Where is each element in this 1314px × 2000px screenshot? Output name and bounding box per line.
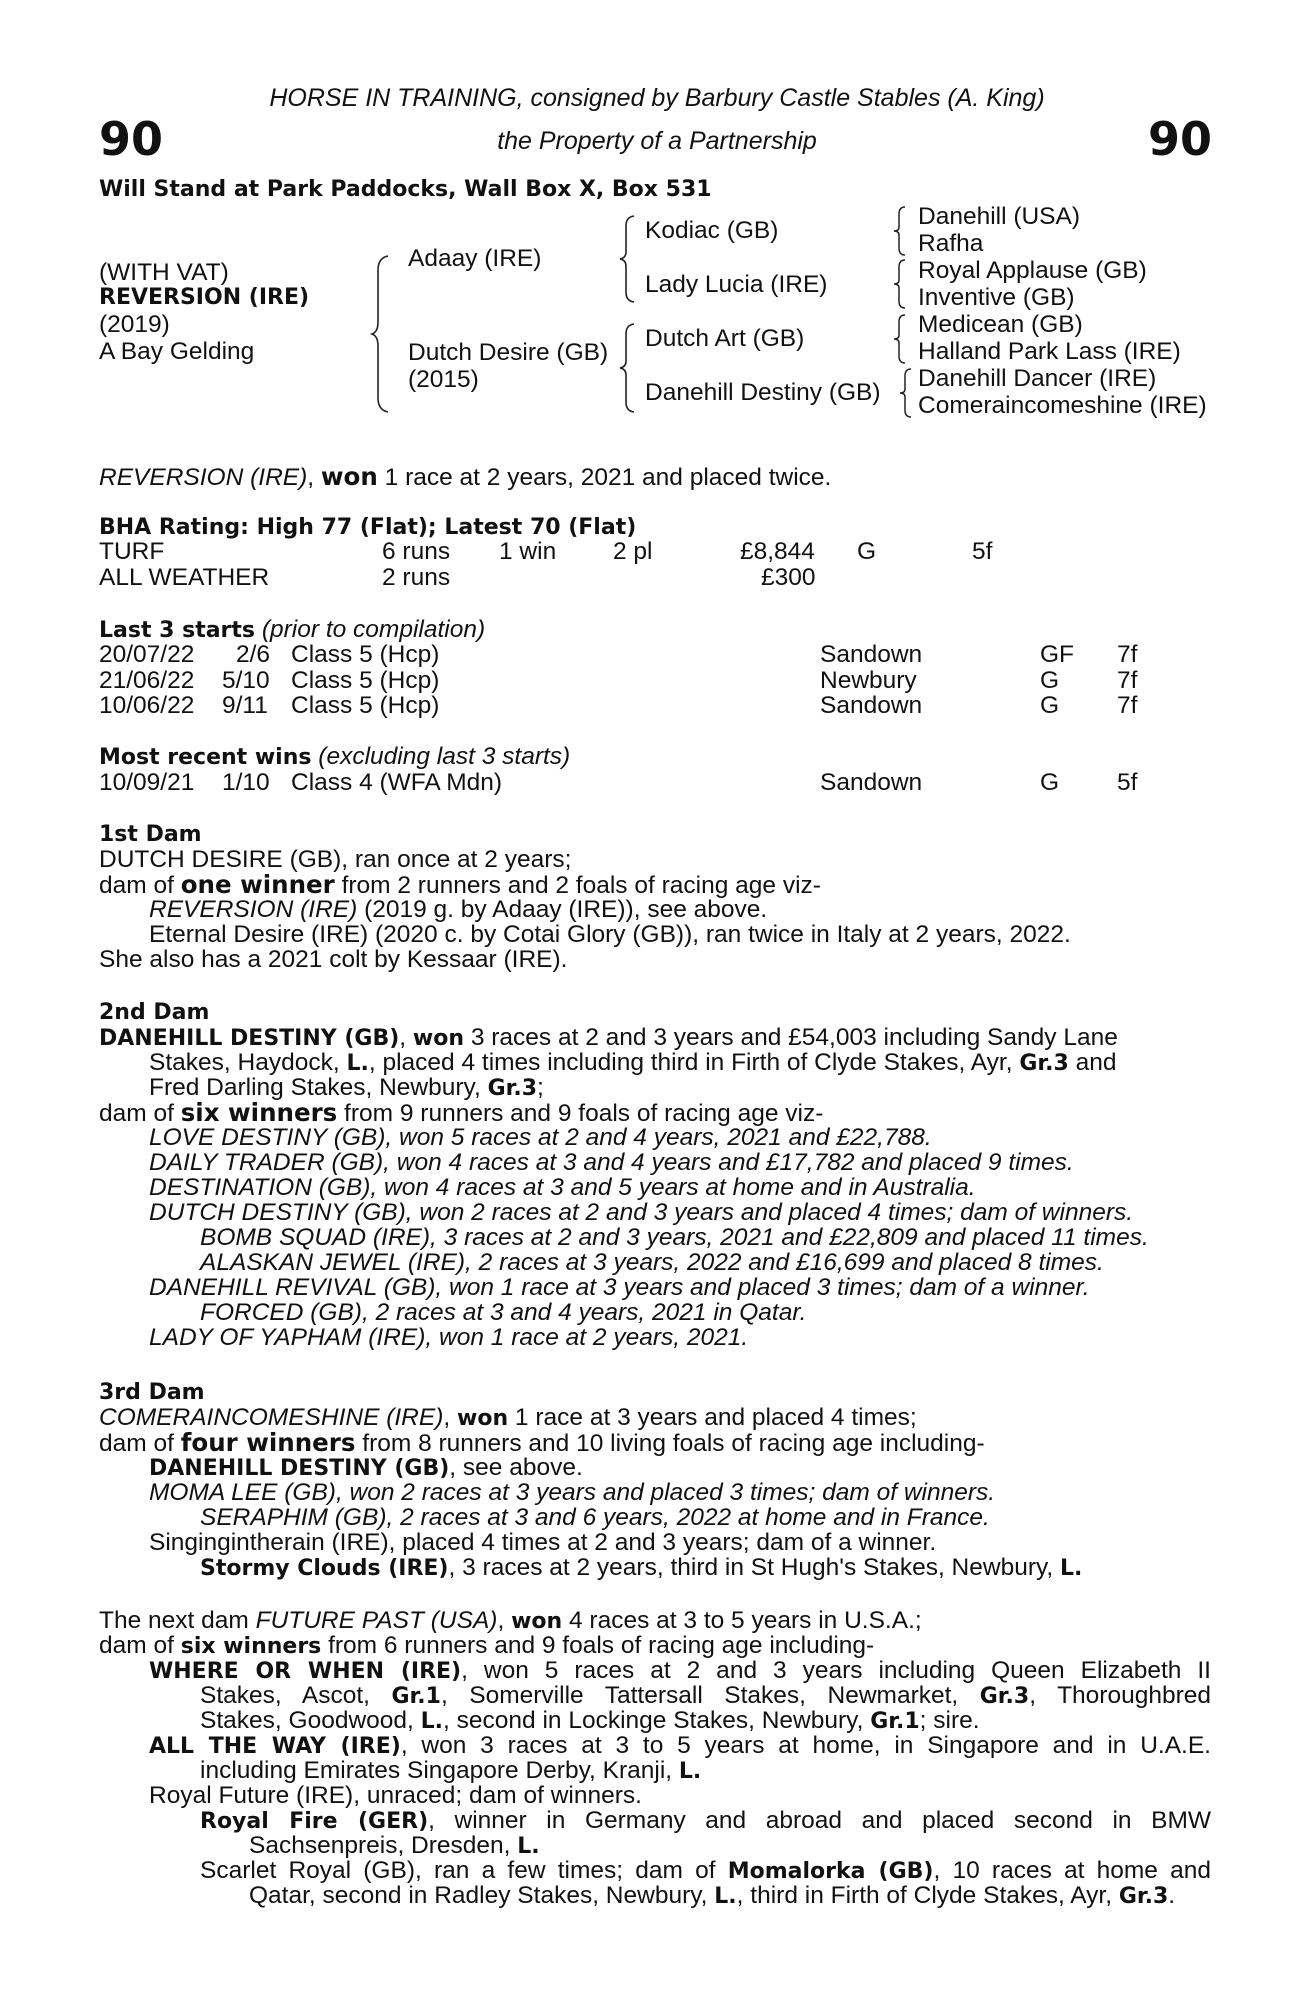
win-date: 10/09/21 — [99, 769, 195, 796]
horse-description: A Bay Gelding — [99, 338, 255, 365]
summary-name: REVERSION (IRE) — [99, 464, 308, 491]
start-pos: 9/11 — [222, 692, 268, 719]
second-dam-line-6: DAILY TRADER (GB), won 4 races at 3 and 4 years and £17,782 and placed 9 times. — [149, 1149, 1074, 1176]
recent-wins-heading — [99, 744, 570, 771]
lot-number-left: 90 — [99, 112, 164, 166]
first-dam-title: 1st Dam — [99, 822, 202, 847]
first-dam-line-2: dam of one winner from 2 runners and 2 foals of racing age viz- — [99, 870, 821, 899]
rating-wins-turf: 1 win — [499, 538, 557, 565]
pedigree-brace-main — [370, 254, 394, 414]
horse-vat: (WITH VAT) — [99, 259, 229, 286]
first-dam-section — [99, 822, 1211, 982]
bha-rating: BHA Rating: High 77 (Flat); Latest 70 (Flat) — [99, 515, 637, 540]
third-dam-section — [99, 1380, 1211, 1590]
pedigree-dd: Danehill Destiny (GB) — [645, 379, 881, 406]
second-dam-section — [99, 1000, 1211, 1360]
next-dam-line-4: Stakes, Ascot, Gr.1, Somerville Tattersall Stakes, Newmarket, Gr.3, Thoroughbred — [200, 1682, 1211, 1709]
pedigree-sds: Royal Applause (GB) — [918, 257, 1147, 284]
table-row — [99, 642, 194, 668]
pedigree-sire: Adaay (IRE) — [408, 245, 542, 272]
pedigree-brace-ds — [892, 313, 908, 365]
start-dist: 7f — [1117, 667, 1138, 694]
win-dist: 5f — [1117, 769, 1138, 796]
rating-runs-turf: 6 runs — [382, 538, 451, 565]
next-dam-line-9: Royal Fire (GER), winner in Germany and abroad and placed second in BMW — [200, 1807, 1211, 1834]
start-date: 21/06/22 — [99, 667, 195, 694]
first-dam-line-3: REVERSION (IRE) (2019 g. by Adaay (IRE)), see above. — [149, 896, 768, 923]
pedigree-ddd: Comeraincomeshine (IRE) — [918, 392, 1207, 419]
last-starts-heading — [99, 617, 485, 644]
lot-number-right: 90 — [1148, 112, 1213, 166]
second-dam-line-10: ALASKAN JEWEL (IRE), 2 races at 3 years, 2022 and £16,699 and placed 8 times. — [200, 1249, 1104, 1276]
recent-wins-note: (excluding last 3 starts) — [318, 743, 571, 770]
third-dam-line-5: SERAPHIM (GB), 2 races at 3 and 6 years, 2022 at home and in France. — [200, 1504, 990, 1531]
win-course: Sandown — [820, 769, 923, 796]
pedigree-sss: Danehill (USA) — [918, 203, 1081, 230]
pedigree-ssd: Rafha — [918, 230, 984, 257]
next-dam-line-7: including Emirates Singapore Derby, Kranji, L. — [200, 1757, 702, 1784]
start-going: GF — [1040, 641, 1075, 668]
second-dam-line-9: BOMB SQUAD (IRE), 3 races at 2 and 3 years, 2021 and £22,809 and placed 11 times. — [200, 1224, 1149, 1251]
second-dam-line-4: dam of six winners from 9 runners and 9 foals of racing age viz- — [99, 1098, 824, 1127]
horse-name: REVERSION (IRE) — [99, 285, 310, 310]
third-dam-line-1: COMERAINCOMESHINE (IRE), won 1 race at 3 years and placed 4 times; — [99, 1404, 917, 1431]
horse-year: (2019) — [99, 311, 170, 338]
win-going: G — [1040, 769, 1060, 796]
next-dam-line-10: Sachsenpreis, Dresden, L. — [249, 1832, 540, 1859]
next-dam-line-3: WHERE OR WHEN (IRE), won 5 races at 2 and 3 years including Queen Elizabeth II — [149, 1657, 1211, 1684]
next-dam-line-8: Royal Future (IRE), unraced; dam of winners. — [149, 1782, 642, 1809]
second-dam-title: 2nd Dam — [99, 1000, 210, 1025]
next-dam-line-11: Scarlet Royal (GB), ran a few times; dam of Momalorka (GB), 10 races at home and — [200, 1857, 1211, 1884]
win-pos: 1/10 — [222, 769, 270, 796]
summary-sep: , — [307, 464, 315, 491]
consignment-line: HORSE IN TRAINING, consigned by Barbury Castle Stables (A. King) — [269, 84, 1045, 112]
start-date: 20/07/22 — [99, 641, 195, 668]
win-race: Class 4 (WFA Mdn) — [291, 769, 503, 796]
pedigree-sdd: Inventive (GB) — [918, 284, 1075, 311]
second-dam-line-11: DANEHILL REVIVAL (GB), won 1 race at 3 years and placed 3 times; dam of a winner. — [149, 1274, 1090, 1301]
start-date: 10/06/22 — [99, 692, 195, 719]
pedigree-dss: Medicean (GB) — [918, 311, 1083, 338]
rating-dist-turf: 5f — [972, 538, 993, 565]
pedigree-brace-dd — [898, 367, 914, 419]
second-dam-line-7: DESTINATION (GB), won 4 races at 3 and 5 years at home and in Australia. — [149, 1174, 976, 1201]
pedigree-dam-year: (2015) — [408, 366, 479, 393]
first-dam-line-1: DUTCH DESIRE (GB), ran once at 2 years; — [99, 846, 572, 873]
pedigree-dam: Dutch Desire (GB) — [408, 339, 609, 366]
rating-prize-turf: £8,844 — [740, 538, 815, 565]
first-dam-line-5: She also has a 2021 colt by Kessaar (IRE). — [99, 946, 568, 973]
rating-surface-turf: TURF — [99, 538, 165, 565]
second-dam-line-1: DANEHILL DESTINY (GB), won 3 races at 2 and 3 years and £54,003 including Sandy Lane — [99, 1024, 1118, 1051]
stabling-line: Will Stand at Park Paddocks, Wall Box X, Box 531 — [99, 177, 712, 202]
pedigree-sd: Lady Lucia (IRE) — [645, 271, 828, 298]
rating-surface-aw: ALL WEATHER — [99, 564, 270, 591]
next-dam-line-1: The next dam FUTURE PAST (USA), won 4 races at 3 to 5 years in U.S.A.; — [99, 1607, 922, 1634]
summary-rest: 1 race at 2 years, 2021 and placed twice. — [384, 464, 832, 491]
start-race: Class 5 (Hcp) — [291, 641, 440, 668]
second-dam-line-2: Stakes, Haydock, L., placed 4 times including third in Firth of Clyde Stakes, Ayr, Gr.3 and — [149, 1049, 1117, 1076]
summary-won: won — [320, 462, 378, 491]
pedigree-brace-sd — [892, 258, 908, 310]
rating-going-turf: G — [857, 538, 877, 565]
third-dam-line-3: DANEHILL DESTINY (GB), see above. — [149, 1454, 583, 1481]
start-going: G — [1040, 667, 1060, 694]
third-dam-line-4: MOMA LEE (GB), won 2 races at 3 years and placed 3 times; dam of winners. — [149, 1479, 996, 1506]
pedigree-dds: Danehill Dancer (IRE) — [918, 365, 1157, 392]
recent-wins-title: Most recent wins — [99, 745, 312, 770]
second-dam-line-3: Fred Darling Stakes, Newbury, Gr.3; — [149, 1074, 544, 1101]
start-course: Sandown — [820, 692, 923, 719]
second-dam-line-5: LOVE DESTINY (GB), won 5 races at 2 and 4 years, 2021 and £22,788. — [149, 1124, 932, 1151]
rating-prize-aw: £300 — [761, 564, 816, 591]
first-dam-line-4: Eternal Desire (IRE) (2020 c. by Cotai Glory (GB)), ran twice in Italy at 2 years, 2022. — [149, 921, 1071, 948]
start-pos: 2/6 — [236, 641, 271, 668]
pedigree-ss: Kodiac (GB) — [645, 217, 779, 244]
pedigree-ds: Dutch Art (GB) — [645, 325, 805, 352]
start-dist: 7f — [1117, 692, 1138, 719]
next-dam-line-6: ALL THE WAY (IRE), won 3 races at 3 to 5 years at home, in Singapore and in U.A.E. — [149, 1732, 1211, 1759]
rating-runs-aw: 2 runs — [382, 564, 451, 591]
rating-placed-turf: 2 pl — [613, 538, 653, 565]
third-dam-line-2: dam of four winners from 8 runners and 10 living foals of racing age including- — [99, 1428, 985, 1457]
last-starts-note: (prior to compilation) — [261, 616, 486, 643]
next-dam-line-5: Stakes, Goodwood, L., second in Lockinge Stakes, Newbury, Gr.1; sire. — [200, 1707, 980, 1734]
pedigree-brace-ss — [892, 205, 908, 257]
next-dam-line-12: Qatar, second in Radley Stakes, Newbury, L., third in Firth of Clyde Stakes, Ayr, Gr.3. — [249, 1882, 1176, 1909]
start-course: Sandown — [820, 641, 923, 668]
pedigree-brace-sire — [618, 214, 638, 304]
start-going: G — [1040, 692, 1060, 719]
start-pos: 5/10 — [222, 667, 270, 694]
pedigree-dsd: Halland Park Lass (IRE) — [918, 338, 1181, 365]
third-dam-title: 3rd Dam — [99, 1380, 205, 1405]
start-race: Class 5 (Hcp) — [291, 667, 440, 694]
second-dam-line-13: LADY OF YAPHAM (IRE), won 1 race at 2 years, 2021. — [149, 1324, 749, 1351]
start-race: Class 5 (Hcp) — [291, 692, 440, 719]
next-dam-section — [99, 1608, 1211, 1938]
property-line: the Property of a Partnership — [497, 127, 817, 155]
third-dam-line-6: Singingintherain (IRE), placed 4 times at 2 and 3 years; dam of a winner. — [149, 1529, 937, 1556]
start-course: Newbury — [820, 667, 917, 694]
third-dam-line-7: Stormy Clouds (IRE), 3 races at 2 years, third in St Hugh's Stakes, Newbury, L. — [200, 1554, 1083, 1581]
race-summary — [99, 464, 831, 491]
start-dist: 7f — [1117, 641, 1138, 668]
next-dam-line-2: dam of six winners from 6 runners and 9 foals of racing age including- — [99, 1632, 875, 1659]
second-dam-line-12: FORCED (GB), 2 races at 3 and 4 years, 2021 in Qatar. — [200, 1299, 807, 1326]
last-starts-title: Last 3 starts — [99, 618, 256, 643]
second-dam-line-8: DUTCH DESTINY (GB), won 2 races at 2 and 3 years and placed 4 times; dam of winners. — [149, 1199, 1134, 1226]
pedigree-brace-dam — [618, 322, 638, 414]
